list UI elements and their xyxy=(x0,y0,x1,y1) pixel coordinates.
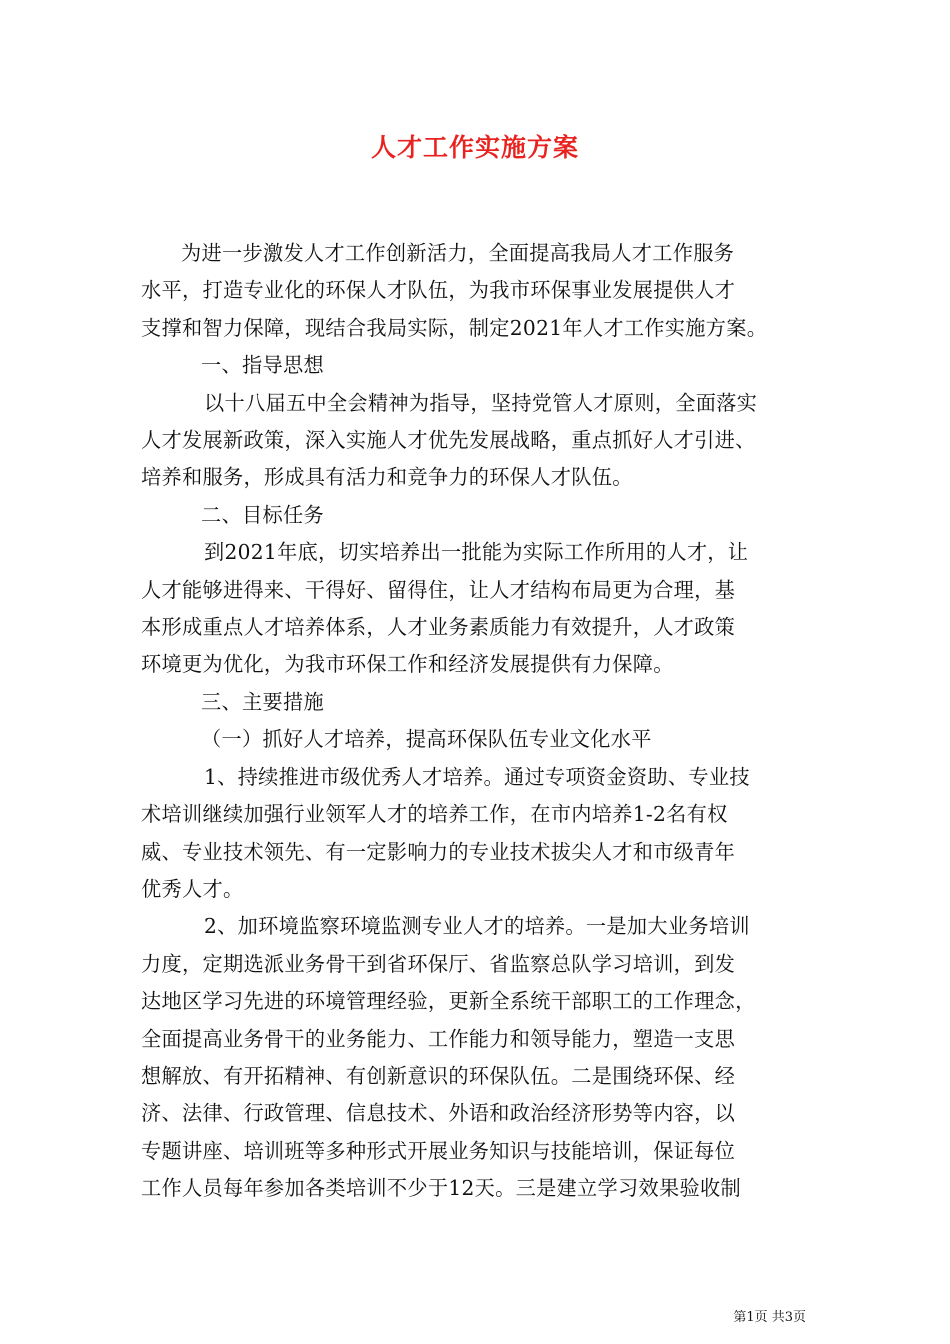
paragraph-line: 人才发展新政策，深入实施人才优先发展战略，重点抓好人才引进、 xyxy=(141,428,756,453)
paragraph-line: 达地区学习先进的环境管理经验，更新全系统干部职工的工作理念， xyxy=(141,989,756,1014)
paragraph-line: 人才能够进得来、干得好、留得住，让人才结构布局更为合理，基 xyxy=(141,577,736,602)
paragraph-line: 1、持续推进市级优秀人才培养。通过专项资金资助、专业技 xyxy=(204,764,750,789)
paragraph-line: 以十八届五中全会精神为指导，坚持党管人才原则，全面落实 xyxy=(204,390,758,415)
section-heading: 二、目标任务 xyxy=(201,502,324,527)
section-heading: 三、主要措施 xyxy=(201,689,324,714)
paragraph-line: 支撑和智力保障，现结合我局实际，制定2021年人才工作实施方案。 xyxy=(141,315,768,340)
subsection-heading: （一）抓好人才培养，提高环保队伍专业文化水平 xyxy=(201,727,652,752)
paragraph-line: 培养和服务，形成具有活力和竞争力的环保人才队伍。 xyxy=(141,465,633,490)
paragraph-line: 环境更为优化，为我市环保工作和经济发展提供有力保障。 xyxy=(141,652,674,677)
paragraph-line: 工作人员每年参加各类培训不少于12天。三是建立学习效果验收制 xyxy=(141,1176,741,1201)
paragraph-line: 优秀人才。 xyxy=(141,876,244,901)
paragraph-line: 力度，定期选派业务骨干到省环保厅、省监察总队学习培训，到发 xyxy=(141,951,736,976)
paragraph-line: 全面提高业务骨干的业务能力、工作能力和领导能力，塑造一支思 xyxy=(141,1026,736,1051)
document-title: 人才工作实施方案 xyxy=(370,133,579,162)
paragraph-line: 术培训继续加强行业领军人才的培养工作，在市内培养1-2名有权 xyxy=(141,802,728,827)
paragraph-line: 专题讲座、培训班等多种形式开展业务知识与技能培训，保证每位 xyxy=(141,1138,736,1163)
paragraph-line: 济、法律、行政管理、信息技术、外语和政治经济形势等内容，以 xyxy=(141,1101,736,1126)
paragraph-line: 2、加环境监察环境监测专业人才的培养。一是加大业务培训 xyxy=(204,914,750,939)
paragraph-line: 到2021年底，切实培养出一批能为实际工作所用的人才，让 xyxy=(204,540,749,565)
section-heading: 一、指导思想 xyxy=(201,353,324,378)
paragraph-line: 本形成重点人才培养体系，人才业务素质能力有效提升，人才政策 xyxy=(141,615,736,640)
paragraph-line: 想解放、有开拓精神、有创新意识的环保队伍。二是围绕环保、经 xyxy=(141,1063,736,1088)
document-body xyxy=(141,235,808,1208)
paragraph-line: 威、专业技术领先、有一定影响力的专业技术拔尖人才和市级青年 xyxy=(141,839,736,864)
paragraph-line: 水平，打造专业化的环保人才队伍，为我市环保事业发展提供人才 xyxy=(141,278,736,303)
paragraph-line: 为进一步激发人才工作创新活力，全面提高我局人才工作服务 xyxy=(181,241,735,265)
page-number: 第1页 共3页 xyxy=(733,1310,806,1325)
